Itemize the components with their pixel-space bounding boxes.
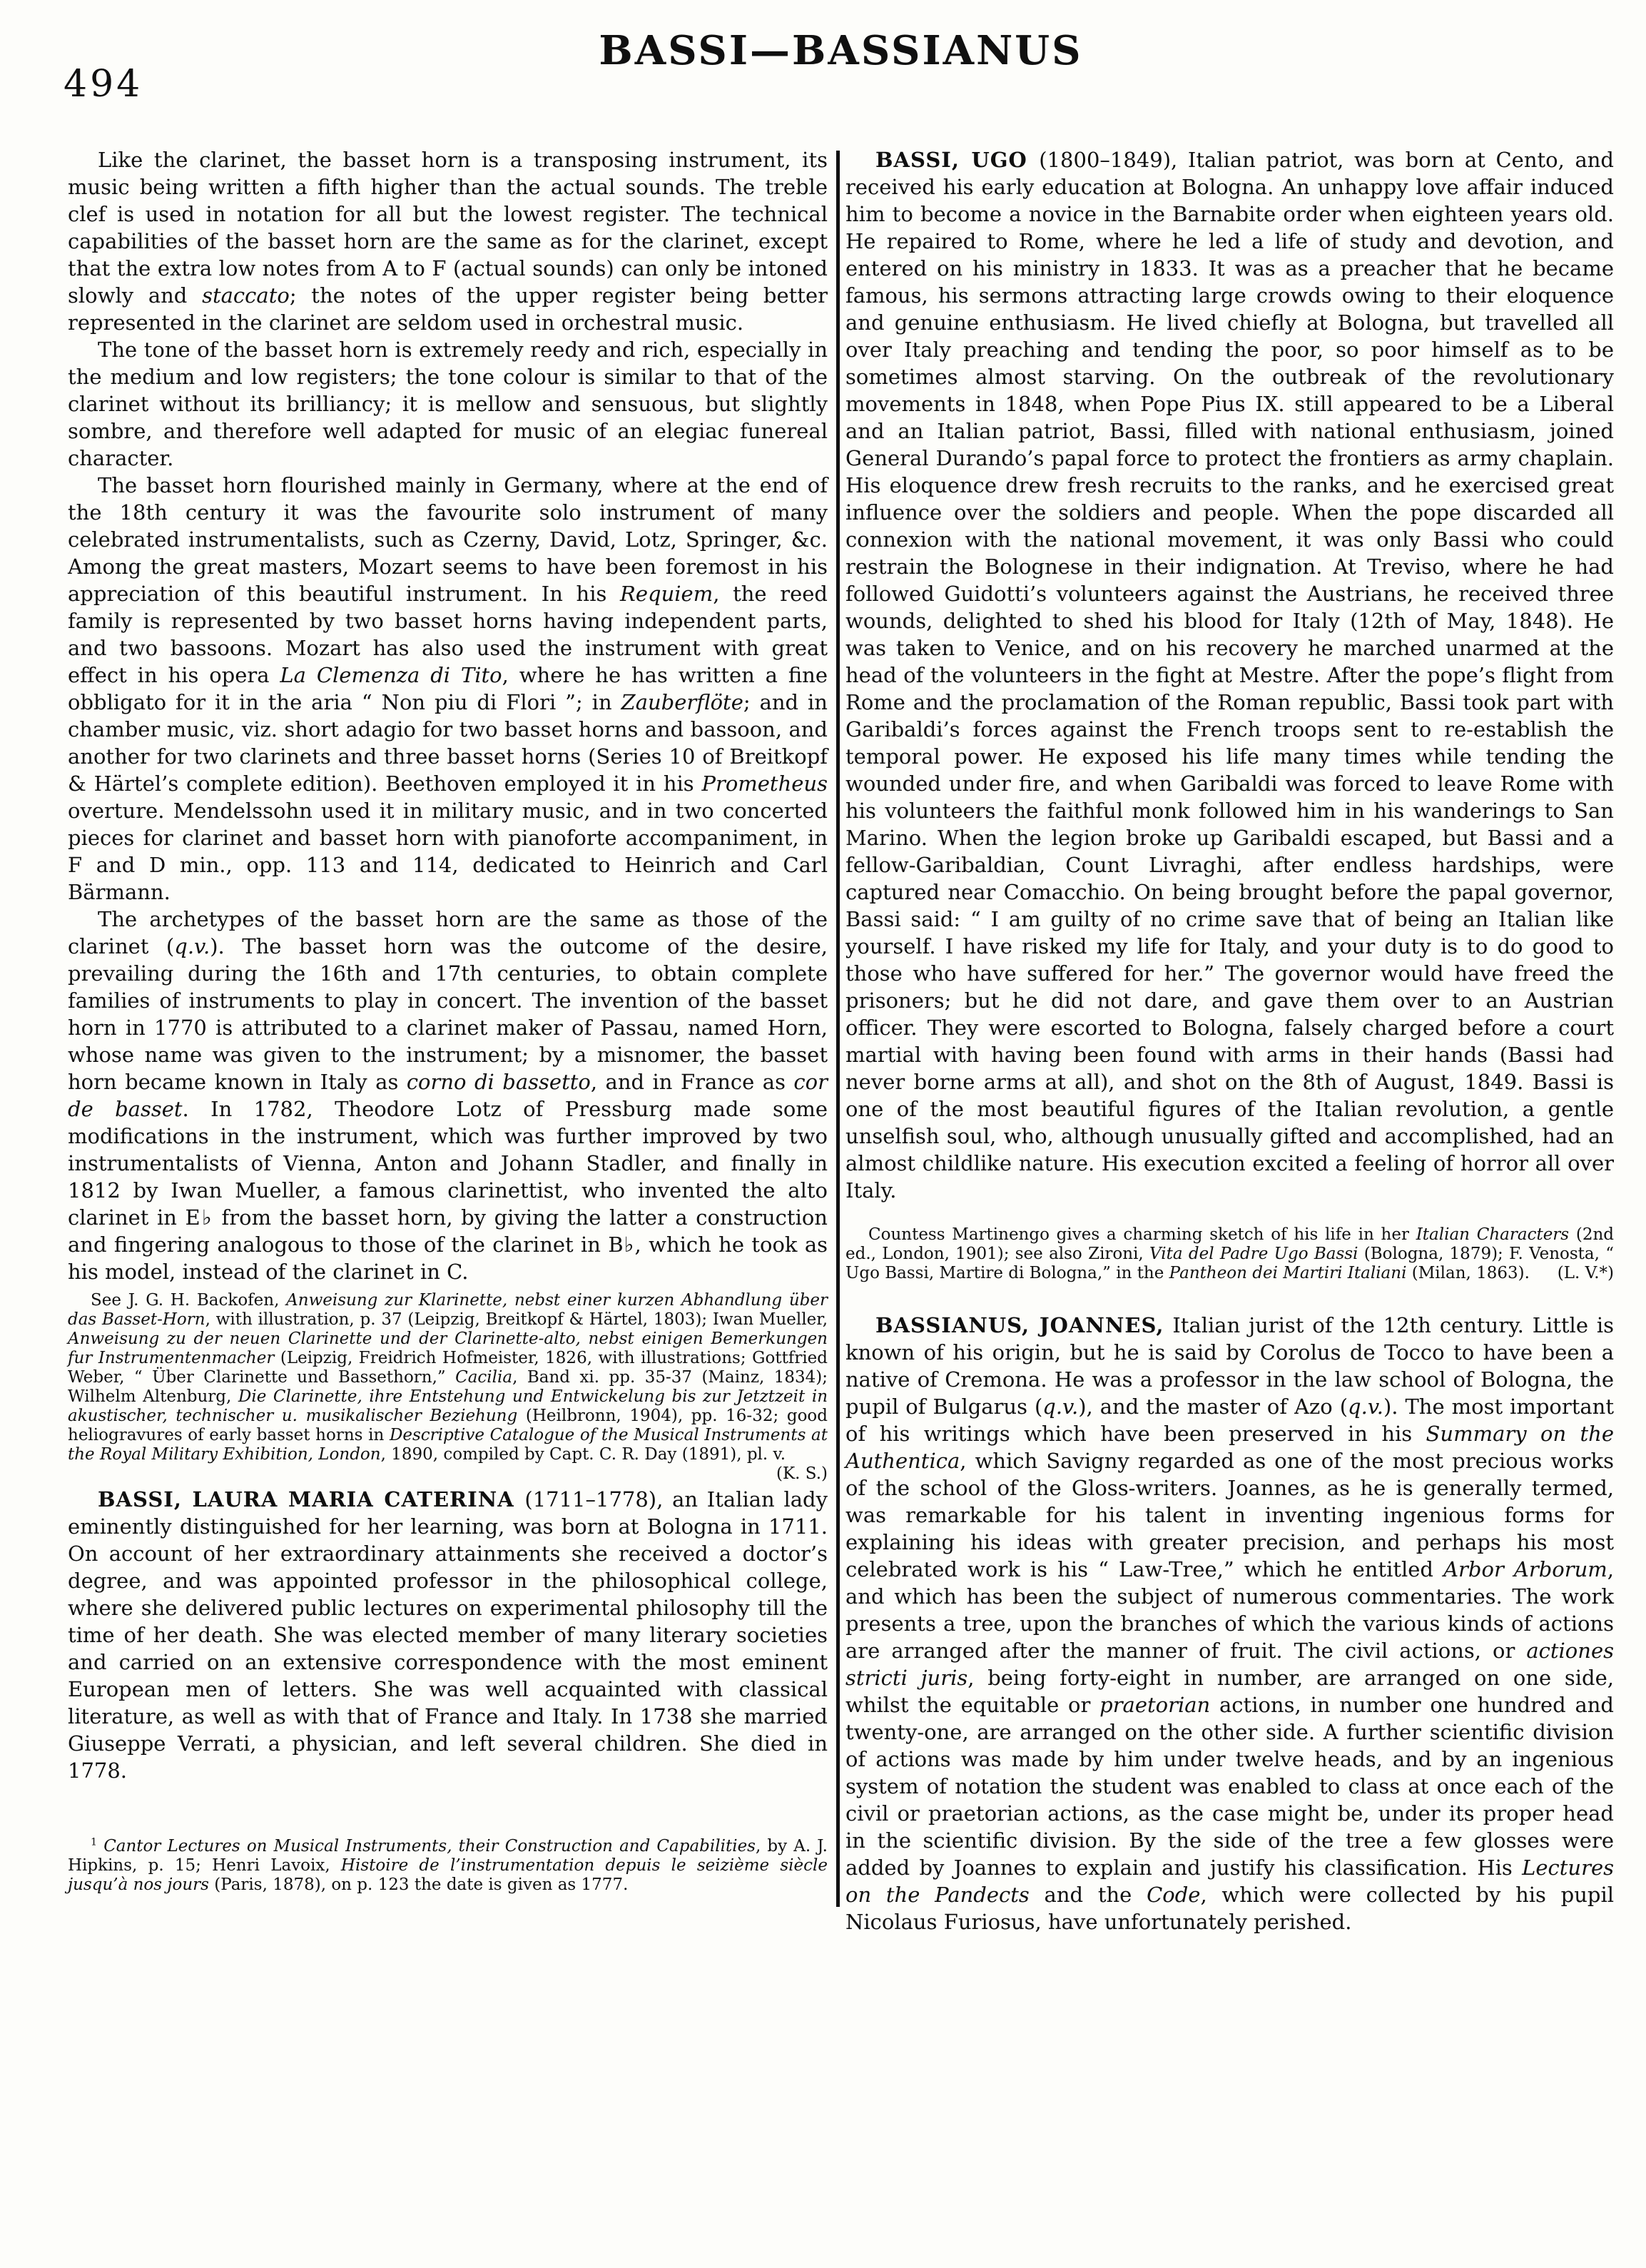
- italic-text-run: actiones stricti juris: [845, 1639, 1614, 1690]
- page-number: 494: [63, 63, 143, 106]
- italic-text-run: q.v.: [1348, 1394, 1383, 1419]
- text-run: The archetypes of the basset horn are the same as those of the clarinet (: [68, 907, 828, 958]
- italic-text-run: corno di bassetto: [406, 1070, 591, 1094]
- text-run: (Leipzig, Freidrich Hofmeister, 1826, with illustrations; Gottfried Weber, “ Über Clarinette und Bassethorn,”: [68, 1349, 828, 1387]
- text-run: , with illustration, p. 37 (Leipzig, Breitkopf & Härtel, 1803); Iwan Mueller,: [205, 1310, 828, 1329]
- text-run: , by A. J. Hipkins, p. 15; Henri Lavoix,: [68, 1837, 828, 1875]
- text-run: (Paris, 1878), on p. 123 the date is given as 1777.: [208, 1875, 629, 1894]
- page-title: BASSI—BASSIANUS: [599, 27, 1083, 74]
- bassi-ugo-bibliography: [845, 1225, 1614, 1283]
- text-run: (2nd ed., London, 1901); see also Zironi,: [845, 1225, 1614, 1263]
- entry-headword: BASSI, UGO: [875, 148, 1040, 172]
- text-run: actions, in number one hundred and twenty-one, are arranged on the other side. A further scientific division of actions was made by him under twelve heads, and by an ingenious system of notation the student was enabled to class at once each of the civil or praetorian actions, as the case might be, under its proper head in the scientific division. By the side of the tree a few glosses were added by Joannes to explain and justify his classification. His: [845, 1693, 1614, 1880]
- italic-text-run: Arbor Arborum: [1443, 1557, 1607, 1581]
- italic-text-run: Lectures on the Pandects: [845, 1856, 1614, 1907]
- text-run: , being forty-eight in number, are arranged on one side, whilst the equitable or: [845, 1666, 1614, 1717]
- footnote-marker: 1: [91, 1836, 98, 1848]
- italic-text-run: Summary on the Authentica: [845, 1422, 1614, 1473]
- text-run: Like the clarinet, the basset horn is a transposing instrument, its music being written a fifth higher than the actual sounds. The treble clef is used in notation for all but the lowest register. The technical capabilities of the basset horn are the same as for the clarinet, except that the extra low notes from A to F (actual sounds) can only be intoned slowly and: [68, 148, 828, 308]
- basset-horn-archetypes-paragraph: [68, 906, 828, 1285]
- italic-text-run: praetorian: [1099, 1693, 1211, 1717]
- text-run: The tone of the basset horn is extremely reedy and rich, especially in the medium and low registers; the tone colour is similar to that of the clarinet without its brilliancy; it is mellow and sensuous, but slightly sombre, and therefore well adapted for music of an elegiac funereal character.: [68, 338, 828, 470]
- italic-text-run: Die Clarinette, ihre Entstehung und Entwickelung bis zur Jetztzeit in akustischer, technischer u. musikalischer Beziehung: [68, 1387, 828, 1425]
- italic-text-run: cor de basset: [68, 1070, 828, 1121]
- text-run: (1800–1849), Italian patriot, was born at Cento, and received his early education at Bologna. An unhappy love affair induced him to become a novice in the Barnabite order when eighteen years old. He repaired to Rome, where he led a life of study and devotion, and entered on his ministry in 1833. It was as a preacher that he became famous, his sermons attracting large crowds owing to their eloquence and genuine enthusiasm. He lived chiefly at Bologna, but travelled all over Italy preaching and tending the poor, so poor himself as to be sometimes almost starving. On the outbreak of the revolutionary movements in 1848, when Pope Pius IX. still appeared to be a Liberal and an Italian patriot, Bassi, filled with national enthusiasm, joined General Durando’s papal force to protect the frontiers as army chaplain. His eloquence drew fresh recruits to the ranks, and he exercised great influence over the soldiers and people. When the pope discarded all connexion with the national movement, it was only Bassi who could restrain the Bolognese in their indignation. At Treviso, where he had followed Guidotti’s volunteers against the Austrians, he received three wounds, delighted to shed his blood for Italy (12th of May, 1848). He was taken to Venice, and on his recovery he marched unarmed at the head of the volunteers in the fight at Mestre. After the pope’s flight from Rome and the proclamation of the Roman republic, Bassi took part with Garibaldi’s forces against the French troops sent to re-establish the temporal power. He exposed his life many times while tending the wounded under fire, and when Garibaldi was forced to leave Rome with his volunteers the faithful monk followed him in his wanderings to San Marino. When the legion broke up Garibaldi escaped, but Bassi and a fellow-Garibaldian, Count Livraghi, after endless hardships, were captured near Comacchio. On being brought before the papal governor, Bassi said: “ I am guilty of no crime save that of being an Italian like yourself. I have risked my life for Italy, and your duty is to do good to those who have suffered for her.” The governor would have freed the prisoners; but he did not dare, and gave them over to an Austrian officer. They were escorted to Bologna, falsely charged before a court martial with having been found with arms in their hands (Bassi had never borne arms at all), and shot on the 8th of August, 1849. Bassi is one of the most beautiful figures of the Italian revolution, a gentle unselfish soul, who, although unusually gifted and accomplished, had an almost childlike nature. His execution excited a feeling of horror all over Italy.: [845, 148, 1614, 1203]
- italic-text-run: q.v.: [1042, 1394, 1079, 1419]
- basset-horn-history-paragraph: [68, 472, 828, 906]
- italic-text-run: Anweisung zur Klarinette, nebst einer kurzen Abhandlung über das Basset-Horn: [68, 1291, 828, 1329]
- italic-text-run: Cantor Lectures on Musical Instruments, their Construction and Capabilities: [103, 1837, 756, 1856]
- footnote-cantor-lectures: [68, 1837, 828, 1895]
- italic-text-run: Italian Characters: [1416, 1225, 1570, 1244]
- text-run: [97, 1837, 103, 1856]
- column-divider-rule: [836, 151, 840, 1907]
- text-run: , the reed family is represented by two basset horns having independent parts, and two bassoons. Mozart has also used the instrument with great effect in his opera: [68, 582, 828, 687]
- text-run: , which were collected by his pupil Nicolaus Furiosus, have unfortunately perished.: [845, 1883, 1615, 1934]
- text-run: ), and the master of Azo (: [1078, 1394, 1348, 1419]
- basset-horn-bibliography: [68, 1291, 828, 1483]
- text-run: ). The most important of his writings which have been preserved in his: [845, 1394, 1614, 1446]
- text-run: (1711–1778), an Italian lady eminently distinguished for her learning, was born at Bologna in 1711. On account of her extraordinary attainments she received a doctor’s degree, and was appointed professor in the philosophical college, where she delivered public lectures on experimental philosophy till the time of her death. She was elected member of many literary societies and carried on an extensive correspondence with the most eminent European men of letters. She was well acquainted with classical literature, as well as with that of France and Italy. In 1738 she married Giuseppe Verrati, a physician, and left several children. She died in 1778.: [68, 1487, 828, 1783]
- italic-text-run: Zauberflöte: [621, 690, 743, 714]
- basset-horn-transposing-paragraph: [68, 146, 828, 336]
- text-run: See J. G. H. Backofen,: [91, 1291, 287, 1310]
- entry-headword: BASSI, LAURA MARIA CATERINA: [98, 1487, 525, 1512]
- text-run: , where he has written a fine obbligato for it in the aria “ Non piu di Flori ”; in: [68, 663, 828, 714]
- italic-text-run: Pantheon dei Martiri Italiani: [1169, 1264, 1407, 1282]
- text-run: and the: [1029, 1883, 1147, 1907]
- italic-text-run: Descriptive Catalogue of the Musical Instruments at the Royal Military Exhibition, London: [68, 1426, 828, 1464]
- author-initials: (L. V.*): [1557, 1264, 1614, 1282]
- basset-horn-tone-paragraph: [68, 336, 828, 472]
- running-head: [63, 0, 1614, 146]
- author-initials: (K. S.): [776, 1464, 828, 1483]
- text-run: (Bologna, 1879); F. Venosta, “ Ugo Bassi, Martire di Bologna,” in the: [845, 1245, 1614, 1282]
- right-column: [845, 146, 1614, 1935]
- italic-text-run: Code: [1147, 1883, 1201, 1907]
- text-run: ; and in chamber music, viz. short adagio for two basset horns and bassoon, and another for two clarinets and three basset horns (Series 10 of Breitkopf & Härtel’s complete edition). Beethoven employed it in his: [68, 690, 828, 796]
- text-run: The basset horn flourished mainly in Germany, where at the end of the 18th century it was the favourite solo instrument of many celebrated instrumentalists, such as Czerny, David, Lotz, Springer, &c. Among the great masters, Mozart seems to have been foremost in his appreciation of this beautiful instrument. In his: [68, 473, 828, 606]
- italic-text-run: Prometheus: [701, 771, 828, 796]
- italic-text-run: Histoire de l’instrumentation depuis le seizième siècle jusqu’à nos jours: [68, 1856, 828, 1894]
- two-column-text-block: [68, 146, 1614, 1935]
- text-run: . In 1782, Theodore Lotz of Pressburg made some modifications in the instrument, which was further improved by two instrumentalists of Vienna, Anton and Johann Stadler, and finally in 1812 by Iwan Mueller, a famous clarinettist, who invented the alto clarinet in E♭ from the basset horn, by giving the latter a construction and fingering analogous to those of the clarinet in B♭, which he took as his model, instead of the clarinet in C.: [68, 1097, 828, 1284]
- text-run: , and in France as: [590, 1070, 794, 1094]
- text-run: Italian jurist of the 12th century. Little is known of his origin, but he is said by Corolus de Tocco to have been a native of Cremona. He was a professor in the law school of Bologna, the pupil of Bulgarus (: [845, 1313, 1614, 1419]
- text-run: , and which has been the subject of numerous commentaries. The work presents a tree, upon the branches of which the various kinds of actions are arranged after the manner of fruit. The civil actions, or: [845, 1557, 1614, 1663]
- text-run: , which Savigny regarded as one of the most precious works of the school of the Gloss-writers. Joannes, as he is generally termed, was remarkable for his talent in inventing ingenious forms for explaining his ideas with greater precision, and perhaps his most celebrated work is his “ Law-Tree,” which he entitled: [845, 1449, 1614, 1581]
- italic-text-run: Requiem: [620, 582, 713, 606]
- italic-text-run: Vita del Padre Ugo Bassi: [1149, 1245, 1358, 1263]
- italic-text-run: Cacilia: [455, 1368, 513, 1387]
- bassianus-joannes-entry: [845, 1312, 1614, 1935]
- bassi-laura-entry: [68, 1486, 828, 1784]
- bassi-ugo-entry: [845, 146, 1614, 1204]
- text-run: overture. Mendelssohn used it in military music, and in two concerted pieces for clarinet and basset horn with pianoforte accompaniment, in F and D min., opp. 113 and 114, dedicated to Heinrich and Carl Bärmann.: [68, 799, 828, 904]
- italic-text-run: La Clemenza di Tito: [280, 663, 502, 687]
- text-run: ). The basset horn was the outcome of the desire, prevailing during the 16th and 17th centuries, to obtain complete families of instruments to play in concert. The invention of the basset horn in 1770 is attributed to a clarinet maker of Passau, named Horn, whose name was given to the instrument; by a misnomer, the basset horn became known in Italy as: [68, 934, 828, 1094]
- italic-text-run: q.v.: [174, 934, 210, 958]
- text-run: ; the notes of the upper register being better represented in the clarinet are seldom used in orchestral music.: [68, 283, 828, 335]
- text-run: , 1890, compiled by Capt. C. R. Day (1891), pl. v.: [380, 1445, 786, 1464]
- text-run: (Milan, 1863).: [1406, 1264, 1530, 1282]
- entry-headword: BASSIANUS, JOANNES,: [875, 1313, 1164, 1337]
- italic-text-run: Anweisung zu der neuen Clarinette und der Clarinette-alto, nebst einigen Bemerkungen fur Instrumentenmacher: [68, 1330, 828, 1367]
- italic-text-run: staccato: [202, 283, 290, 308]
- text-run: Countess Martinengo gives a charming sketch of his life in her: [868, 1225, 1416, 1244]
- text-run: , Band xi. pp. 35-37 (Mainz, 1834); Wilhelm Altenburg,: [68, 1368, 828, 1406]
- text-run: (Heilbronn, 1904), pp. 16-32; good heliogravures of early basset horns in: [68, 1407, 828, 1444]
- left-column: [68, 146, 828, 1935]
